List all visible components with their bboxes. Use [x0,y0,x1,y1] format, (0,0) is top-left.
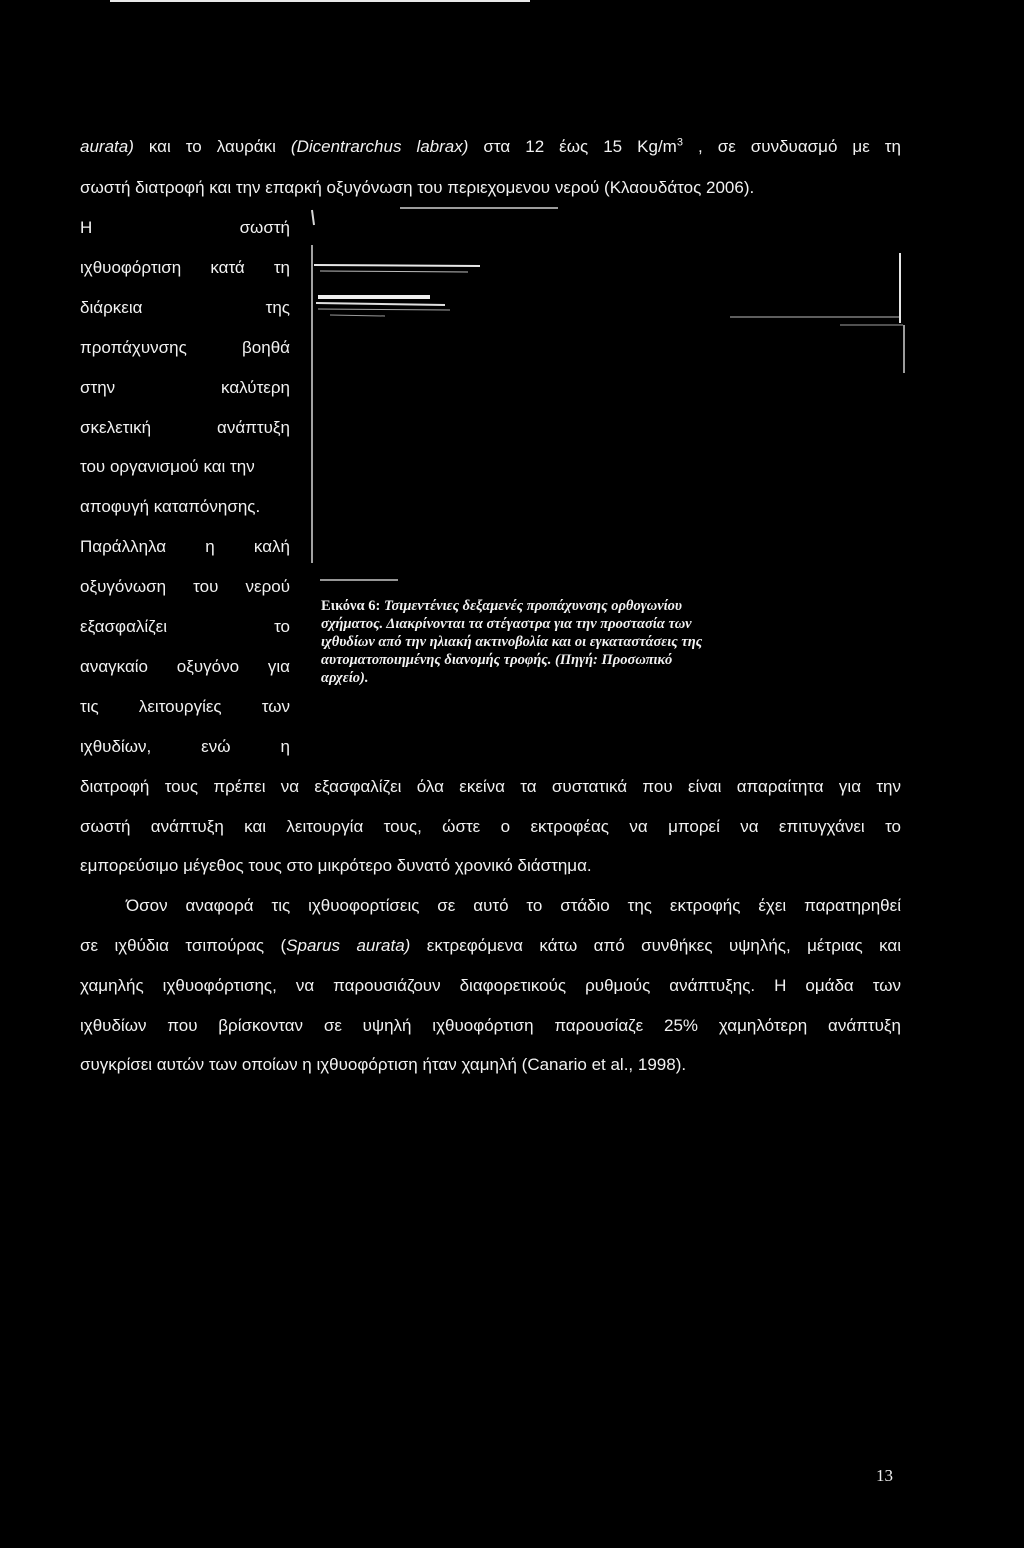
para2-line: σωστή ανάπτυξη και λειτουργία τους, ώστε ο εκτροφέας να μπορεί να επιτυγχάνει το [80,817,901,836]
column-line: σκελετική ανάπτυξη [80,418,290,437]
column-line: Η σωστή [80,218,290,237]
caption-line-5: αρχείο). [321,670,369,686]
column-line: διάρκεια της [80,298,290,317]
para1-text-c: , σε συνδυασμό με τη [682,137,901,156]
photo-artifact-line [314,265,480,266]
column-line: στην καλύτερη [80,378,290,397]
column-line: οξυγόνωση του νερού [80,577,290,596]
para3-species-seabream: Sparus aurata) [286,936,411,955]
column-line: τις λειτουργίες των [80,697,290,716]
para3-text-b: εκτρεφόμενα κάτω από συνθήκες υψηλής, μέτριας και [410,936,901,955]
photo-artifact-bar [318,295,430,299]
figure-photo [300,205,910,595]
caption-text: Τσιμεντένιες δεξαμενές προπάχυνσης ορθογωνίου [380,598,683,614]
para3-line3: χαμηλής ιχθυοφόρτισης, να παρουσιάζουν διαφορετικούς ρυθμούς ανάπτυξης. Η ομάδα των [80,976,901,995]
caption-line-1 [321,597,886,615]
caption-line-4: αυτοματοποιημένης διανομής τροφής. (Πηγή: Προσωπικό [321,652,673,668]
column-line: του οργανισμού και την [80,457,255,476]
para3-line2 [80,936,901,956]
para1-text-b: στα 12 έως 15 Kg/m [468,137,677,156]
photo-background [300,205,910,595]
para3-line5: συγκρίσει αυτών των οποίων η ιχθυοφόρτιση ήταν χαμηλή (Canario et al., 1998). [80,1055,687,1074]
column-line: εξασφαλίζει το [80,617,290,636]
para3-text-a: σε ιχθύδια τσιπούρας ( [80,936,287,955]
column-line: αποφυγή καταπόνησης. [80,497,261,516]
caption-label: Εικόνα 6: [321,598,381,614]
para2-line: διατροφή τους πρέπει να εξασφαλίζει όλα εκείνα τα συστατικά που είναι απαραίτητα για την [80,777,901,796]
para1-species-end: aurata) [80,137,134,156]
para1-line2: σωστή διατροφή και την επαρκή οξυγόνωση του περιεχομενου νερού (Κλαουδάτος 2006). [80,178,755,197]
top-border-rule [110,0,530,2]
para3-line4: ιχθυδίων που βρίσκονταν σε υψηλή ιχθυοφόρτιση παρουσίαζε 25% χαμηλότερη ανάπτυξη [80,1016,901,1035]
caption-line-3: ιχθυδίων από την ηλιακή ακτινοβολία και οι εγκαταστάσεις της [321,634,703,650]
column-line: ιχθυοφόρτιση κατά τη [80,258,290,277]
para1-text-a: και το λαυράκι [133,137,291,156]
column-line: Παράλληλα η καλή [80,537,290,556]
para2-line: εμπορεύσιμο μέγεθος τους στο μικρότερο δυνατό χρονικό διάστημα. [80,856,592,875]
figure-caption [321,597,886,687]
column-line: ιχθυδίων, ενώ η [80,737,290,756]
caption-line-2: σχήματος. Διακρίνονται τα στέγαστρα για την προστασία των [321,616,692,632]
para1-species-seabass: (Dicentrarchus labrax) [290,137,469,156]
para1-line1 [80,137,901,157]
column-line: αναγκαίο οξυγόνο για [80,657,290,676]
para3-line1: Όσον αναφορά τις ιχθυοφορτίσεις σε αυτό το στάδιο της εκτροφής έχει παρατηρηθεί [126,896,901,915]
page-number: 13 [876,1466,893,1485]
para1-superscript: 3 [676,136,683,149]
column-line: προπάχυνσης βοηθά [80,338,290,357]
